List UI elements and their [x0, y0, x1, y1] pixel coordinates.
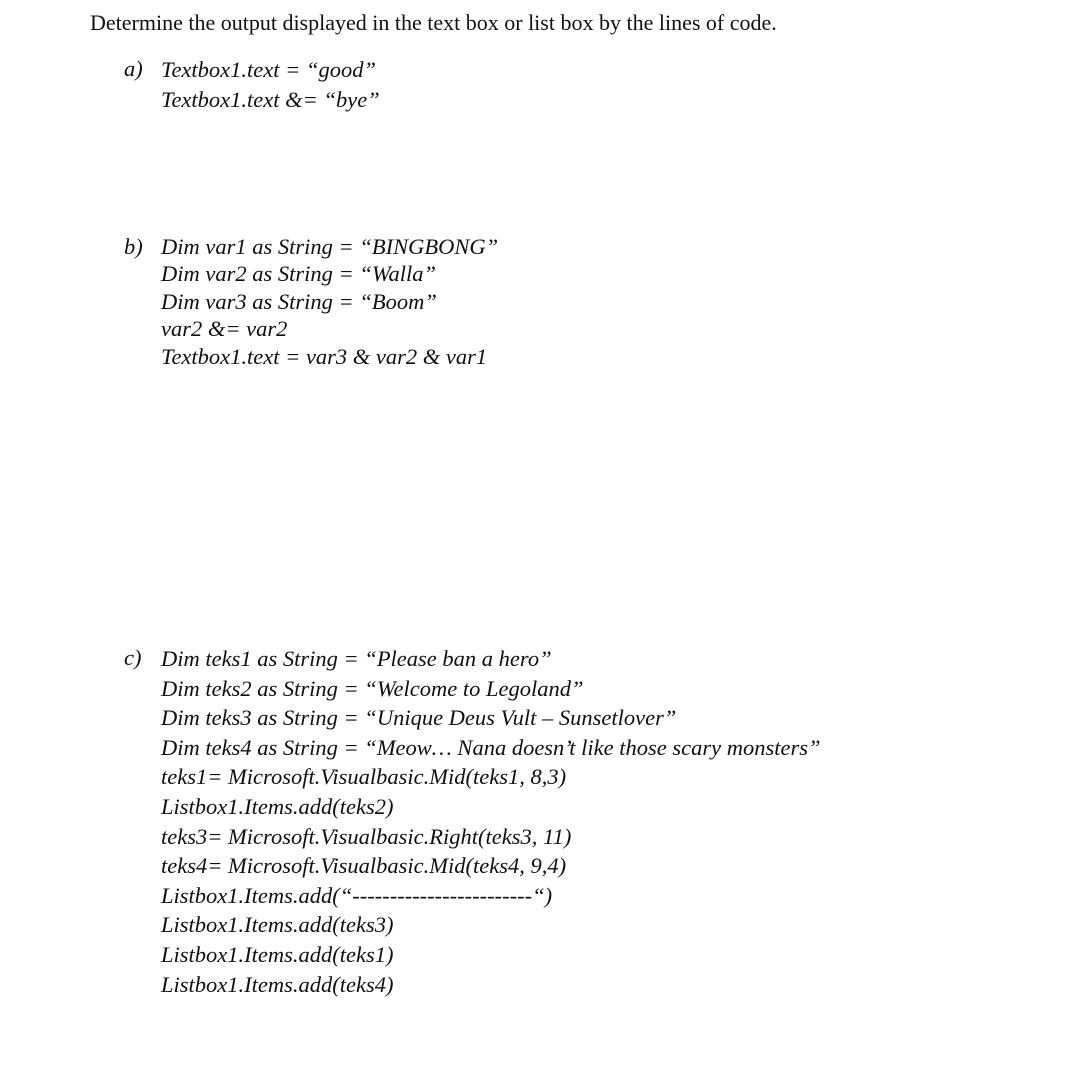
- code-lines: [161, 55, 380, 115]
- code-line: teks1= Microsoft.Visualbasic.Mid(teks1, 8,3): [161, 764, 567, 790]
- instruction-heading: Determine the output displayed in the text box or list box by the lines of code.: [90, 10, 777, 35]
- code-line: Textbox1.text = “good”: [161, 57, 376, 82]
- code-line: Dim teks1 as String = “Please ban a hero”: [161, 646, 552, 671]
- code-line: Dim var1 as String = “BINGBONG”: [161, 234, 499, 259]
- part-label: b): [124, 234, 143, 259]
- code-line: Listbox1.Items.add(teks4): [161, 971, 394, 997]
- code-line: Dim teks3 as String = “Unique Deus Vult – Sunsetlover”: [161, 705, 677, 731]
- part-label: c): [124, 645, 142, 670]
- code-line: Dim teks2 as String = “Welcome to Legoland”: [161, 675, 584, 701]
- code-line: Dim var3 as String = “Boom”: [161, 288, 437, 314]
- code-line: teks3= Microsoft.Visualbasic.Right(teks3, 11): [161, 823, 572, 849]
- code-line: Dim var2 as String = “Walla”: [161, 261, 437, 287]
- code-line: Textbox1.text = var3 & var2 & var1: [161, 343, 488, 369]
- code-line: var2 &= var2: [161, 316, 288, 342]
- code-line: teks4= Microsoft.Visualbasic.Mid(teks4, 9,4): [161, 853, 567, 879]
- code-line: Listbox1.Items.add(teks1): [161, 941, 394, 967]
- code-line: Textbox1.text &= “bye”: [161, 87, 380, 112]
- code-lines: [161, 644, 821, 999]
- code-line: Listbox1.Items.add(teks2): [161, 793, 394, 819]
- code-line: Listbox1.Items.add(“------------------------“): [161, 882, 553, 908]
- code-line: Dim teks4 as String = “Meow… Nana doesn’t like those scary monsters”: [161, 734, 821, 760]
- code-line: Listbox1.Items.add(teks3): [161, 912, 394, 938]
- part-label: a): [124, 56, 143, 81]
- code-lines: [161, 233, 498, 370]
